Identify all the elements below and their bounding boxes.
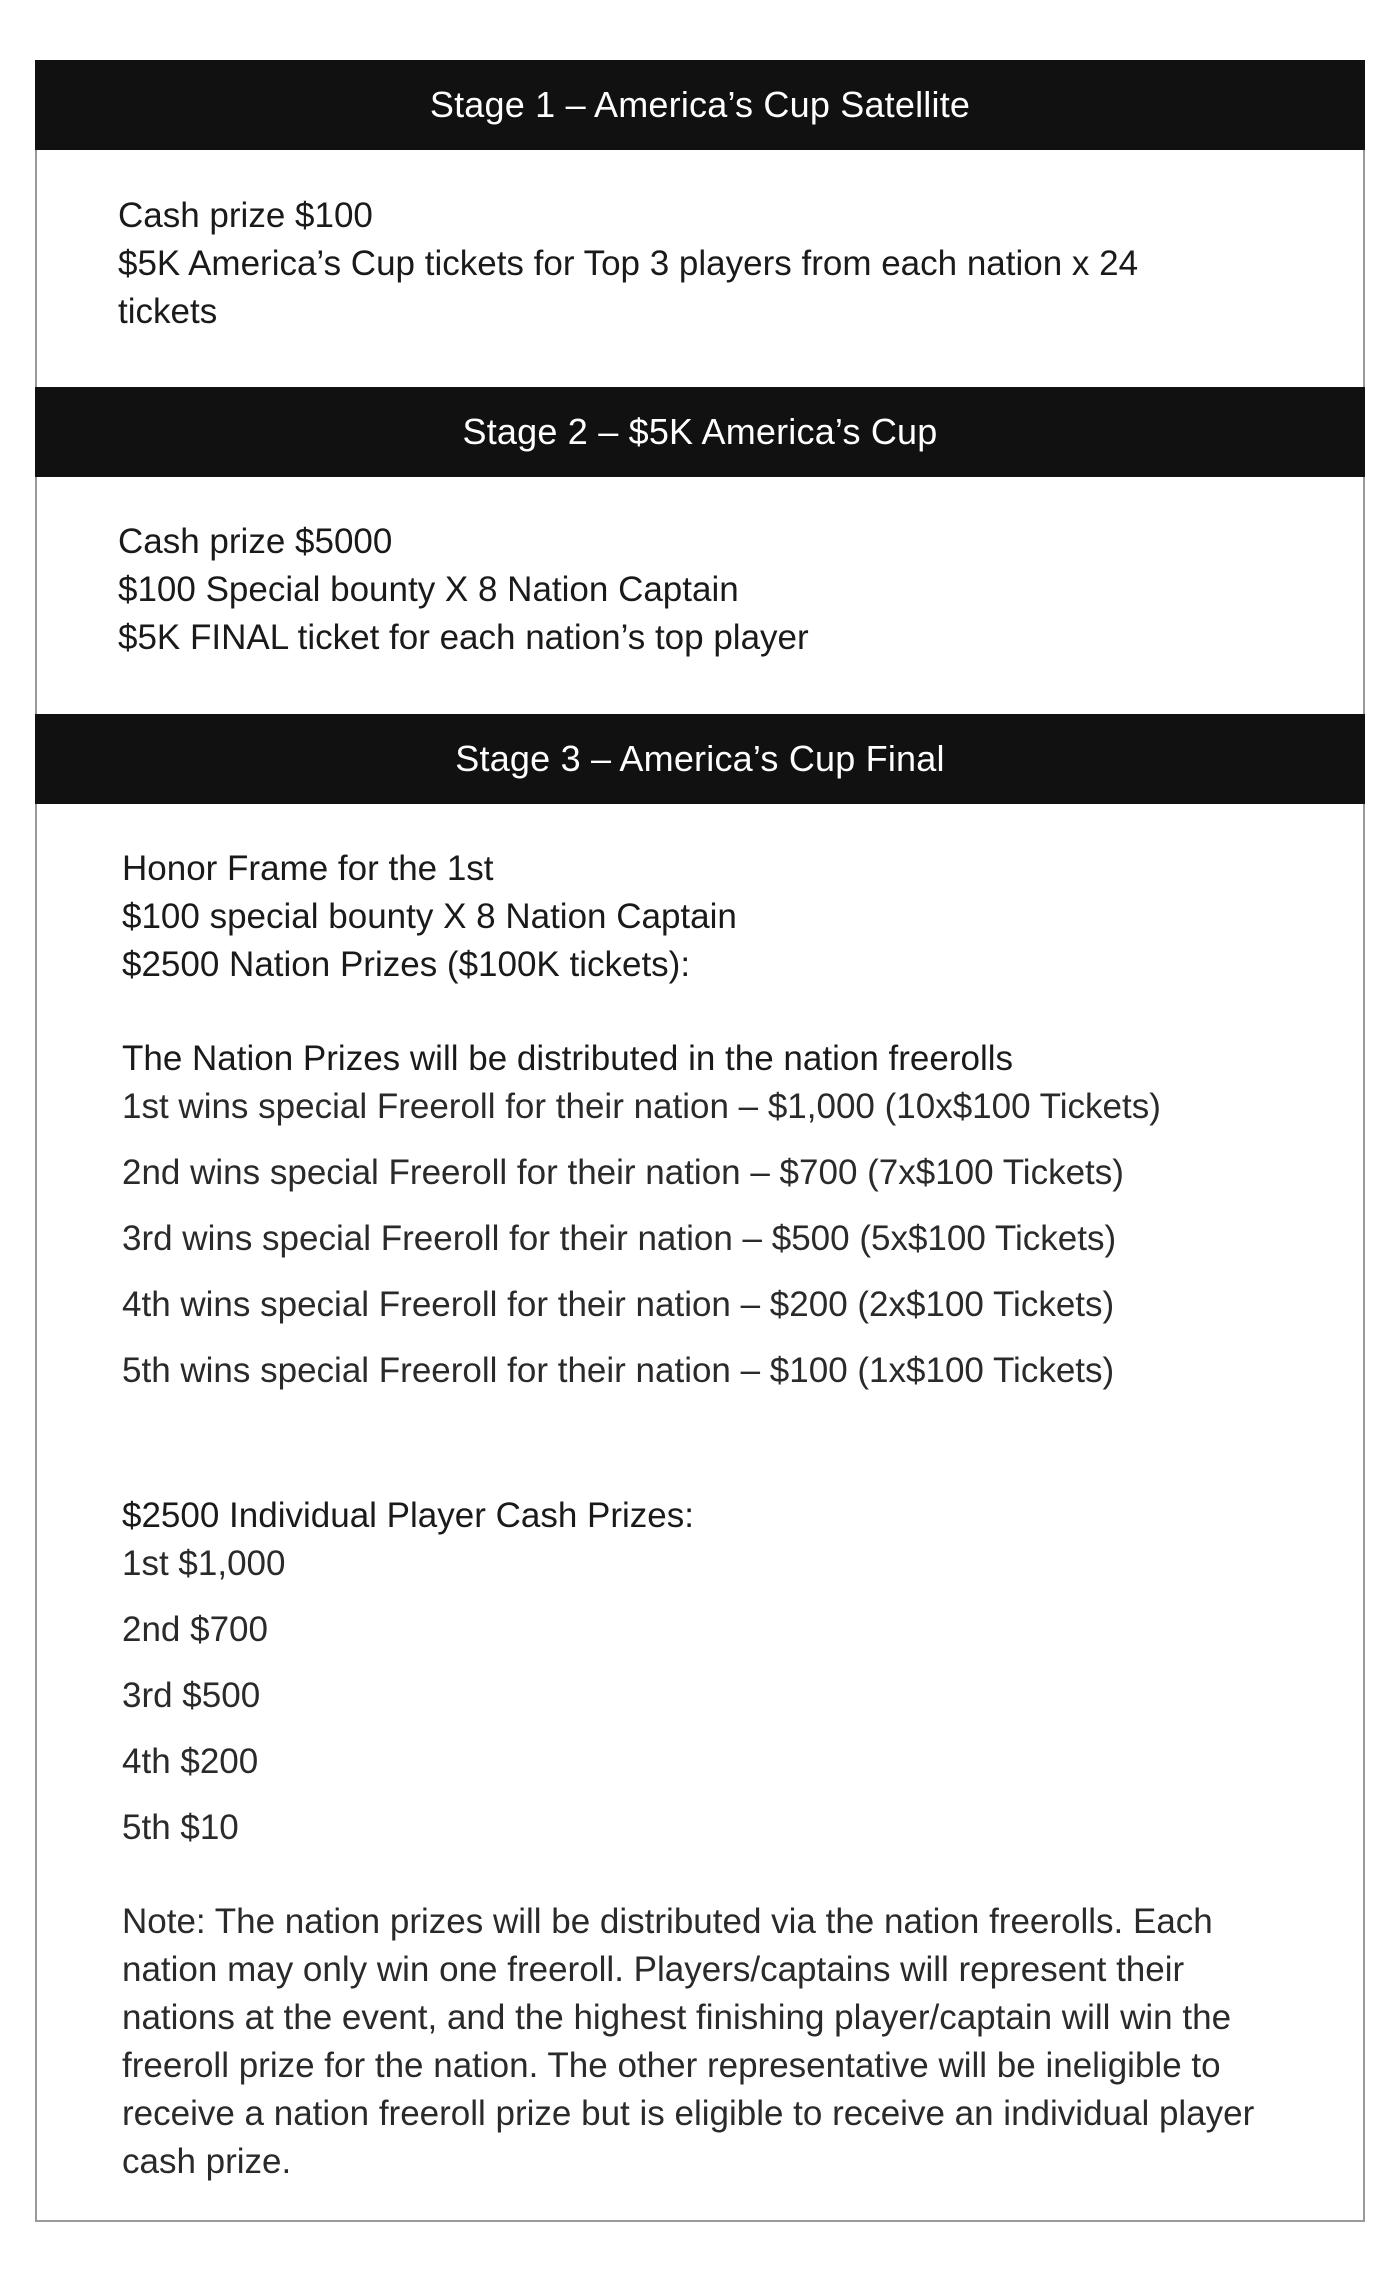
individual-prize-item: 5th $10: [122, 1808, 239, 1847]
stage-1-line: Cash prize $100: [118, 196, 373, 235]
stage-2-line: $100 Special bounty X 8 Nation Captain: [118, 570, 739, 609]
nation-prize-item: 4th wins special Freeroll for their nation – $200 (2x$100 Tickets): [122, 1285, 1115, 1324]
stage-2-line: $5K FINAL ticket for each nation’s top player: [118, 618, 809, 657]
stage-2-header: [35, 387, 1365, 477]
stage-2-details: [118, 518, 1298, 662]
stage-3-line: $2500 Nation Prizes ($100K tickets):: [122, 945, 691, 984]
stage-1-details: [118, 192, 1298, 336]
stage-3-details: [122, 845, 1302, 989]
stage-3-title: Stage 3 – America’s Cup Final: [455, 738, 945, 779]
nation-prize-item: 3rd wins special Freeroll for their nation – $500 (5x$100 Tickets): [122, 1219, 1117, 1258]
nation-prize-item: 1st wins special Freeroll for their nation – $1,000 (10x$100 Tickets): [122, 1087, 1161, 1126]
stage-3-line: Honor Frame for the 1st: [122, 849, 494, 888]
stage-1-line: $5K America’s Cup tickets for Top 3 players from each nation x 24 tickets: [118, 244, 1139, 331]
stage-2-title: Stage 2 – $5K America’s Cup: [462, 411, 938, 452]
note-paragraph: Note: The nation prizes will be distributed via the nation freerolls. Each nation may only win one freeroll. Players/captains will represent their nations at the event, and the highest finishing player/captain will win the freeroll prize for the nation. The other representative will be ineligible to receive a nation freeroll prize but is eligible to receive an individual player cash prize.: [122, 1902, 1255, 2181]
nation-prize-item: 5th wins special Freeroll for their nation – $100 (1x$100 Tickets): [122, 1351, 1115, 1390]
individual-prize-item: 1st $1,000: [122, 1544, 286, 1583]
stage-2-line: Cash prize $5000: [118, 522, 393, 561]
nation-prizes-list: [122, 1083, 1161, 1413]
individual-prizes-list: [122, 1540, 285, 1870]
nation-prize-item: 2nd wins special Freeroll for their nation – $700 (7x$100 Tickets): [122, 1153, 1124, 1192]
individual-prize-item: 2nd $700: [122, 1610, 268, 1649]
stage-1-title: Stage 1 – America’s Cup Satellite: [429, 84, 971, 125]
nation-prizes-title: The Nation Prizes will be distributed in the nation freerolls: [122, 1039, 1013, 1078]
individual-prizes-title: $2500 Individual Player Cash Prizes:: [122, 1496, 694, 1535]
individual-prize-item: 4th $200: [122, 1742, 259, 1781]
stage-3-line: $100 special bounty X 8 Nation Captain: [122, 897, 737, 936]
stage-1-header: [35, 60, 1365, 150]
stage-3-header: [35, 714, 1365, 804]
individual-prize-item: 3rd $500: [122, 1676, 261, 1715]
